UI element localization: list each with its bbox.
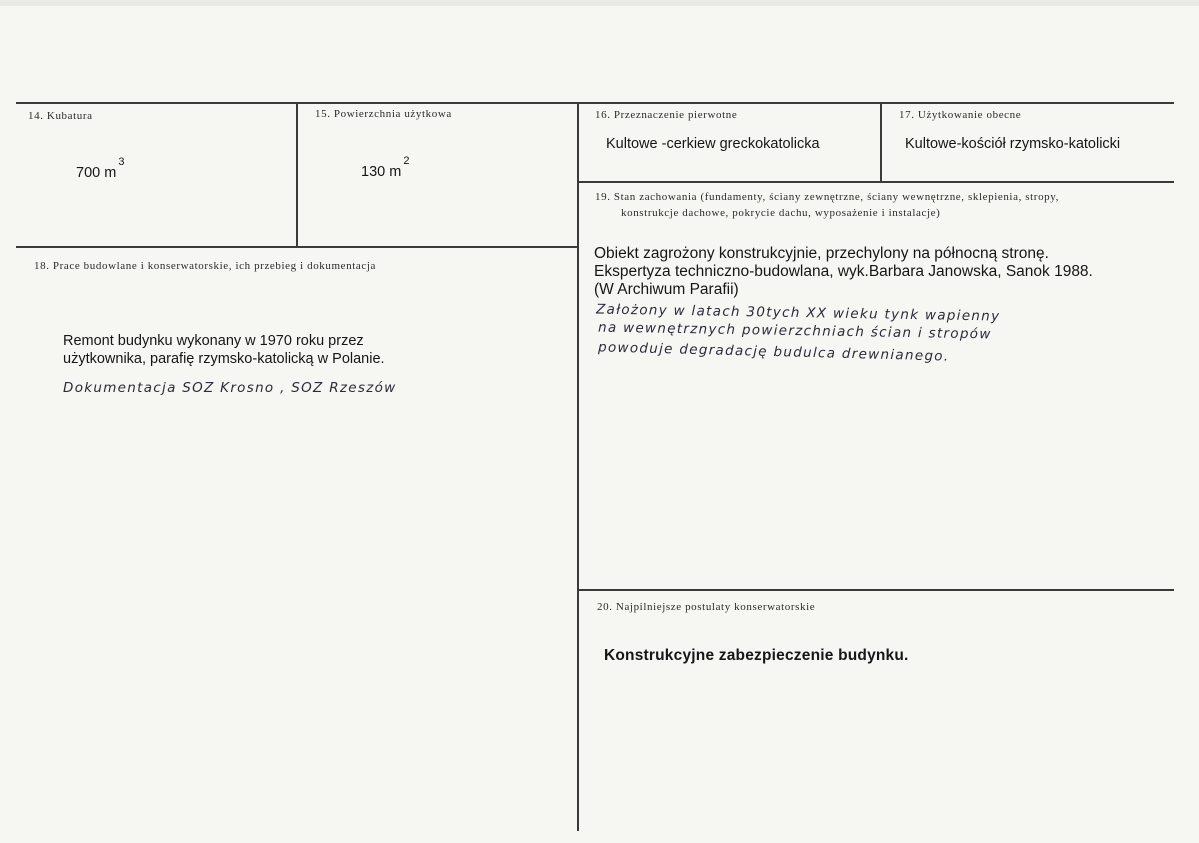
rule-right-mid <box>578 181 1174 183</box>
field-19-handwritten-line-3: powoduje degradację budulca drewnianego. <box>597 339 950 365</box>
field-20-label: 20. Najpilniejsze postulaty konserwatorskie <box>597 601 816 613</box>
rule-top <box>16 102 1174 104</box>
field-17-value: Kultowe-kościół rzymsko-katolicki <box>905 136 1121 152</box>
field-14-exponent: 3 <box>118 156 125 168</box>
field-15-value <box>361 155 410 180</box>
rule-col-b <box>577 102 579 831</box>
field-20-value: Konstrukcyjne zabezpieczenie budynku. <box>604 647 909 664</box>
field-14-number: 700 m <box>76 164 117 181</box>
rule-col-a <box>296 102 298 246</box>
rule-left-mid <box>16 246 578 248</box>
field-16-label: 16. Przeznaczenie pierwotne <box>595 109 738 121</box>
field-15-exponent: 2 <box>403 155 410 167</box>
field-19-handwritten-line-2: na wewnętrznych powierzchniach ścian i stropów <box>597 319 992 343</box>
field-14-value <box>76 156 125 181</box>
field-18-label: 18. Prace budowlane i konserwatorskie, ich przebieg i dokumentacja <box>34 260 376 272</box>
field-19-typed-line-3: (W Archiwum Parafii) <box>594 281 739 298</box>
field-19-label-line-2: konstrukcje dachowe, pokrycie dachu, wyposażenie i instalacje) <box>621 207 941 219</box>
field-19-typed-line-1: Obiekt zagrożony konstrukcyjnie, przechylony na północną stronę. <box>594 245 1049 262</box>
field-15-label: 15. Powierzchnia użytkowa <box>315 108 452 120</box>
field-19-handwritten-line-1: Założony w latach 30tych XX wieku tynk wapienny <box>595 301 1001 325</box>
rule-right-lower <box>578 589 1174 591</box>
card-top-edge <box>0 0 1199 6</box>
field-17-label: 17. Użytkowanie obecne <box>899 109 1022 121</box>
field-19-label-line-1: 19. Stan zachowania (fundamenty, ściany zewnętrzne, ściany wewnętrzne, sklepienia, stropy, <box>595 191 1060 203</box>
rule-col-c <box>880 102 882 182</box>
field-18-handwritten-note: Dokumentacja SOZ Krosno , SOZ Rzeszów <box>63 380 397 396</box>
field-16-value: Kultowe -cerkiew greckokatolicka <box>606 136 820 152</box>
field-18-typed-line-1: Remont budynku wykonany w 1970 roku przez <box>63 333 364 349</box>
field-19-typed-line-2: Ekspertyza techniczno-budowlana, wyk.Barbara Janowska, Sanok 1988. <box>594 263 1093 280</box>
field-14-label: 14. Kubatura <box>28 110 93 122</box>
field-18-typed-line-2: użytkownika, parafię rzymsko-katolicką w Polanie. <box>63 351 385 367</box>
field-15-number: 130 m <box>361 163 402 180</box>
